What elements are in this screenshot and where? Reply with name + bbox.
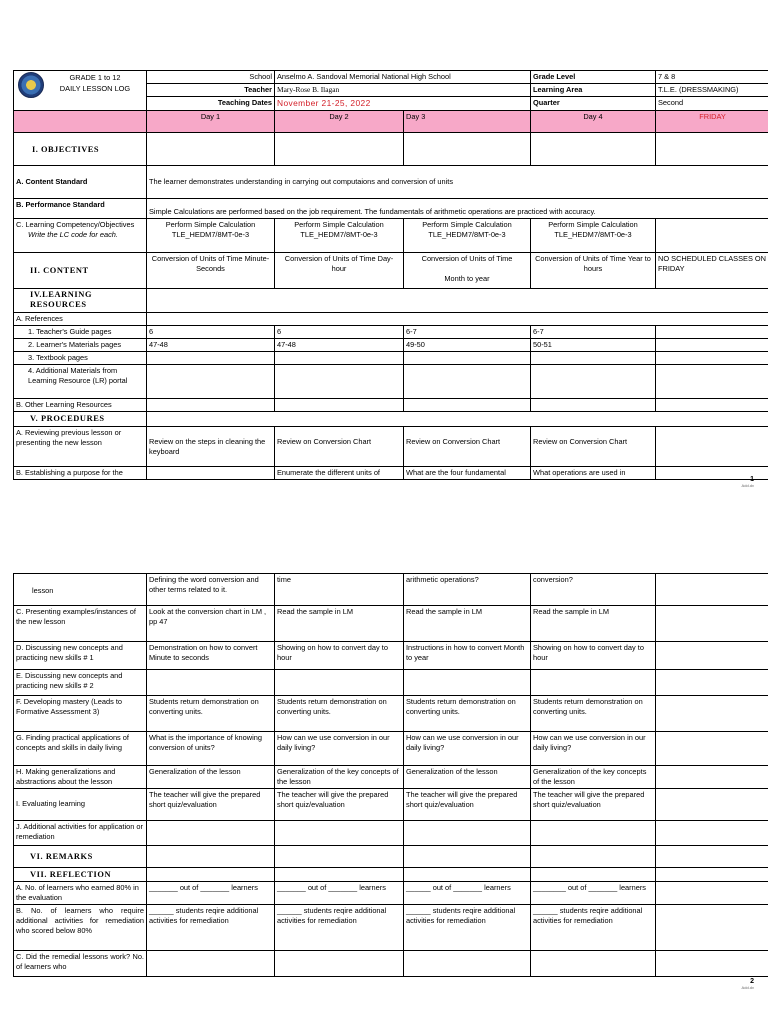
proc-h-day-1: Generalization of the lesson (147, 766, 275, 789)
proc-a-day-4: Review on Conversion Chart (531, 426, 656, 466)
teacher-label: Teacher (147, 83, 275, 96)
remarks-heading: VI. REMARKS (14, 845, 147, 867)
textbook-label: 3. Textbook pages (14, 352, 147, 365)
proc-i-day-1: The teacher will give the prepared short quiz/evaluation (147, 788, 275, 820)
performance-standard-text: Simple Calculations are performed based on the job requirement. The fundamentals of arithmetic operations are practiced with accuracy. (147, 199, 768, 219)
proc-h-day-2: Generalization of the key concepts of the lesson (275, 766, 404, 789)
proc-b-day-4-part2: conversion? (531, 574, 656, 606)
references-label: A. References (14, 313, 147, 326)
learning-area-label: Learning Area (531, 83, 656, 96)
content-standard-label: A. Content Standard (14, 166, 147, 199)
proc-f-day-2: Students return demonstration on converting units. (275, 696, 404, 732)
lm-label: 2. Learner's Materials pages (14, 339, 147, 352)
dates-label: Teaching Dates (147, 96, 275, 110)
tg-day-1: 6 (147, 326, 275, 339)
content-heading: II. CONTENT (14, 253, 147, 289)
proc-b-day-2-part1: Enumerate the different units of (275, 466, 404, 479)
other-resources-label: B. Other Learning Resources (14, 399, 147, 412)
proc-d-day-1: Demonstration on how to convert Minute to seconds (147, 642, 275, 670)
refl-a-day-1: _______ out of _______ learners (147, 882, 275, 905)
proc-f-day-4: Students return demonstration on converting units. (531, 696, 656, 732)
quarter-label: Quarter (531, 96, 656, 110)
proc-b-label-part1: B. Establishing a purpose for the (14, 466, 147, 479)
proc-f-day-3: Students return demonstration on converting units. (404, 696, 531, 732)
learning-area-value: T.L.E. (DRESSMAKING) (656, 83, 768, 96)
page-number-2 (742, 978, 754, 990)
proc-i-day-3: The teacher will give the prepared short quiz/evaluation (404, 788, 531, 820)
day-1-header: Day 1 (147, 111, 275, 133)
competency-note: Write the LC code for each. (28, 230, 118, 240)
grade-level-label: Grade Level (531, 71, 656, 84)
proc-d-day-2: Showing on how to convert day to hour (275, 642, 404, 670)
competency-day-4: Perform Simple Calculation TLE_HEDM7/8MT-0e-3 (531, 219, 656, 253)
proc-c-day-2: Read the sample in LM (275, 606, 404, 642)
proc-a-day-3: Review on Conversion Chart (404, 426, 531, 466)
lm-day-3: 49-50 (404, 339, 531, 352)
proc-d-day-3: Instructions in how to convert Month to year (404, 642, 531, 670)
content-day-1: Conversion of Units of Time Minute- Seconds (147, 253, 275, 289)
proc-h-day-3: Generalization of the lesson (404, 766, 531, 789)
proc-g-day-2: How can we use conversion in our daily living? (275, 732, 404, 766)
page-number-1-text: 1 (750, 476, 754, 483)
content-friday: NO SCHEDULED CLASSES ON FRIDAY (656, 253, 768, 289)
tg-day-3: 6-7 (404, 326, 531, 339)
day-3-header: Day 3 (404, 111, 531, 133)
proc-b-day-3-part2: arithmetic operations? (404, 574, 531, 606)
proc-g-day-4: How can we use conversion in our daily living? (531, 732, 656, 766)
lesson-log-table-page-2 (13, 573, 768, 977)
proc-f-label: F. Developing mastery (Leads to Formative Assessment 3) (14, 696, 147, 732)
day-2-header: Day 2 (275, 111, 404, 133)
proc-h-day-4: Generalization of the key concepts of the lesson (531, 766, 656, 789)
content-day-4: Conversion of Units of Time Year to hours (531, 253, 656, 289)
proc-b-day-4-part1: What operations are used in (531, 466, 656, 479)
content-day-3-title: Conversion of Units of Time (421, 254, 513, 264)
refl-b-label: B. No. of learners who require additional activities for remediation who scored below 80% (14, 905, 147, 951)
proc-g-label: G. Finding practical applications of concepts and skills in daily living (14, 732, 147, 766)
performance-standard-label: B. Performance Standard (14, 199, 147, 219)
proc-h-label: H. Making generalizations and abstractions about the lesson (14, 766, 147, 789)
proc-a-day-1: Review on the steps in cleaning the keyboard (147, 426, 275, 466)
procedures-heading: V. PROCEDURES (14, 412, 147, 426)
objectives-heading: I. OBJECTIVES (14, 133, 147, 166)
refl-a-day-2: _______ out of _______ learners (275, 882, 404, 905)
grade-level-value: 7 & 8 (656, 71, 768, 84)
proc-c-day-3: Read the sample in LM (404, 606, 531, 642)
school-label: School (147, 71, 275, 84)
refl-a-day-3: ______ out of _______ learners (404, 882, 531, 905)
refl-a-label: A. No. of learners who earned 80% in the evaluation (14, 882, 147, 905)
proc-d-day-4: Showing on how to convert day to hour (531, 642, 656, 670)
content-day-2: Conversion of Units of Time Day- hour (275, 253, 404, 289)
proc-c-label: C. Presenting examples/instances of the new lesson (14, 606, 147, 642)
quarter-value: Second (656, 96, 768, 110)
refl-a-day-4: ________ out of _______ learners (531, 882, 656, 905)
dates-value: November 21-25, 2022 (275, 96, 531, 110)
proc-c-day-1: Look at the conversion chart in LM , pp 47 (147, 606, 275, 642)
proc-e-label: E. Discussing new concepts and practicing new skills # 2 (14, 670, 147, 696)
page-number-2-sub: Add.dv (741, 985, 754, 990)
content-standard-text: The learner demonstrates understanding in carrying out computaions and conversion of units (147, 166, 768, 199)
competency-day-3: Perform Simple Calculation TLE_HEDM7/8MT-0e-3 (404, 219, 531, 253)
proc-f-day-1: Students return demonstration on converting units. (147, 696, 275, 732)
page-number-1-sub: Add.dv (741, 483, 754, 488)
proc-b-label-part2: lesson (14, 574, 147, 606)
school-value: Anselmo A. Sandoval Memorial National High School (275, 71, 531, 84)
refl-b-day-3: ______ students reqire additional activities for remediation (404, 905, 531, 951)
competency-label: C. Learning Competency/Objectives (16, 220, 135, 230)
log-title: DAILY LESSON LOG (59, 84, 131, 94)
proc-g-day-3: How can we use conversion in our daily living? (404, 732, 531, 766)
refl-b-day-4: ______ students reqire additional activities for remediation (531, 905, 656, 951)
resources-heading: IV.LEARNING RESOURCES (14, 289, 147, 313)
additional-materials-label: 4. Additional Materials from Learning Resource (LR) portal (14, 365, 147, 399)
tg-day-2: 6 (275, 326, 404, 339)
proc-a-label: A. Reviewing previous lesson or presenting the new lesson (14, 426, 147, 466)
refl-b-day-1: ______ students reqire additional activities for remediation (147, 905, 275, 951)
proc-i-label: I. Evaluating learning (14, 788, 147, 820)
proc-b-day-3-part1: What are the four fundamental (404, 466, 531, 479)
proc-d-label: D. Discussing new concepts and practicing new skills # 1 (14, 642, 147, 670)
competency-day-2: Perform Simple Calculation TLE_HEDM7/8MT-0e-3 (275, 219, 404, 253)
proc-b-day-1-part2: Defining the word conversion and other terms related to it. (147, 574, 275, 606)
proc-i-day-4: The teacher will give the prepared short quiz/evaluation (531, 788, 656, 820)
proc-c-day-4: Read the sample in LM (531, 606, 656, 642)
tg-day-4: 6-7 (531, 326, 656, 339)
proc-b-day-2-part2: time (275, 574, 404, 606)
content-day-3-topic: Month to year (444, 274, 490, 284)
day-4-header: Day 4 (531, 111, 656, 133)
lm-day-2: 47-48 (275, 339, 404, 352)
teacher-value: Mary-Rose B. Ilagan (275, 83, 531, 96)
proc-g-day-1: What is the importance of knowing conversion of units? (147, 732, 275, 766)
tg-label: 1. Teacher's Guide pages (14, 326, 147, 339)
proc-i-day-2: The teacher will give the prepared short quiz/evaluation (275, 788, 404, 820)
friday-header: FRIDAY (656, 111, 768, 133)
competency-day-1: Perform Simple Calculation TLE_HEDM7/8MT-0e-3 (147, 219, 275, 253)
lm-day-1: 47-48 (147, 339, 275, 352)
grade-label: GRADE 1 to 12 (69, 73, 121, 82)
proc-a-day-2: Review on Conversion Chart (275, 426, 404, 466)
lm-day-4: 50-51 (531, 339, 656, 352)
refl-c-label: C. Did the remedial lessons work? No. of learners who (14, 951, 147, 977)
proc-j-label: J. Additional activities for application or remediation (14, 820, 147, 845)
page-number-2-text: 2 (750, 978, 754, 985)
reflection-heading: VII. REFLECTION (14, 867, 147, 881)
refl-b-day-2: ______ students reqire additional activities for remediation (275, 905, 404, 951)
